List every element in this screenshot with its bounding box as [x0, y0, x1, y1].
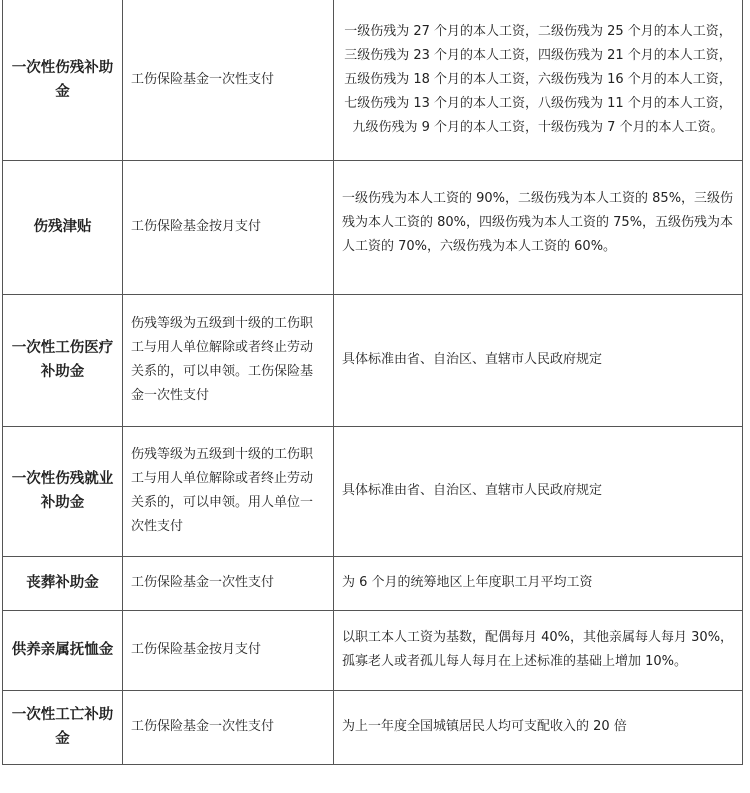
standard-cell: 具体标准由省、自治区、直辖市人民政府规定 — [334, 426, 743, 556]
table-row — [3, 690, 743, 764]
table-row — [3, 160, 743, 294]
item-cell: 一次性伤残就业补助金 — [3, 426, 123, 556]
table-row — [3, 426, 743, 556]
standard-cell: 具体标准由省、自治区、直辖市人民政府规定 — [334, 294, 743, 426]
source-cell: 伤残等级为五级到十级的工伤职工与用人单位解除或者终止劳动关系的，可以申领。用人单位一次性支付 — [123, 426, 334, 556]
source-cell: 工伤保险基金按月支付 — [123, 160, 334, 294]
item-cell: 供养亲属抚恤金 — [3, 610, 123, 690]
item-cell: 丧葬补助金 — [3, 556, 123, 610]
table-row — [3, 0, 743, 160]
table-row — [3, 610, 743, 690]
item-cell: 一次性工伤医疗补助金 — [3, 294, 123, 426]
table-row — [3, 556, 743, 610]
standard-cell: 为上一年度全国城镇居民人均可支配收入的 20 倍 — [334, 690, 743, 764]
item-cell: 一次性伤残补助金 — [3, 0, 123, 160]
source-cell: 工伤保险基金按月支付 — [123, 610, 334, 690]
source-cell: 工伤保险基金一次性支付 — [123, 0, 334, 160]
source-cell: 工伤保险基金一次性支付 — [123, 556, 334, 610]
standard-cell: 以职工本人工资为基数，配偶每月 40%，其他亲属每人每月 30%，孤寡老人或者孤儿每人每月在上述标准的基础上增加 10%。 — [334, 610, 743, 690]
table-row — [3, 294, 743, 426]
benefits-table — [2, 0, 743, 765]
standard-cell: 一级伤残为本人工资的 90%，二级伤残为本人工资的 85%，三级伤残为本人工资的 80%，四级伤残为本人工资的 75%，五级伤残为本人工资的 70%，六级伤残为本人工资的 60%。 — [334, 160, 743, 294]
source-cell: 伤残等级为五级到十级的工伤职工与用人单位解除或者终止劳动关系的，可以申领。工伤保险基金一次性支付 — [123, 294, 334, 426]
item-cell: 伤残津贴 — [3, 160, 123, 294]
item-cell: 一次性工亡补助金 — [3, 690, 123, 764]
standard-cell: 为 6 个月的统筹地区上年度职工月平均工资 — [334, 556, 743, 610]
source-cell: 工伤保险基金一次性支付 — [123, 690, 334, 764]
standard-cell: 一级伤残为 27 个月的本人工资，二级伤残为 25 个月的本人工资，三级伤残为 23 个月的本人工资，四级伤残为 21 个月的本人工资，五级伤残为 18 个月的本人工资，六级伤残为 16 个月的本人工资，七级伤残为 13 个月的本人工资，八级伤残为 11 个月的本人工资，九级伤残为 9 个月的本人工资，十级伤残为 7 个月的本人工资。 — [334, 0, 743, 160]
